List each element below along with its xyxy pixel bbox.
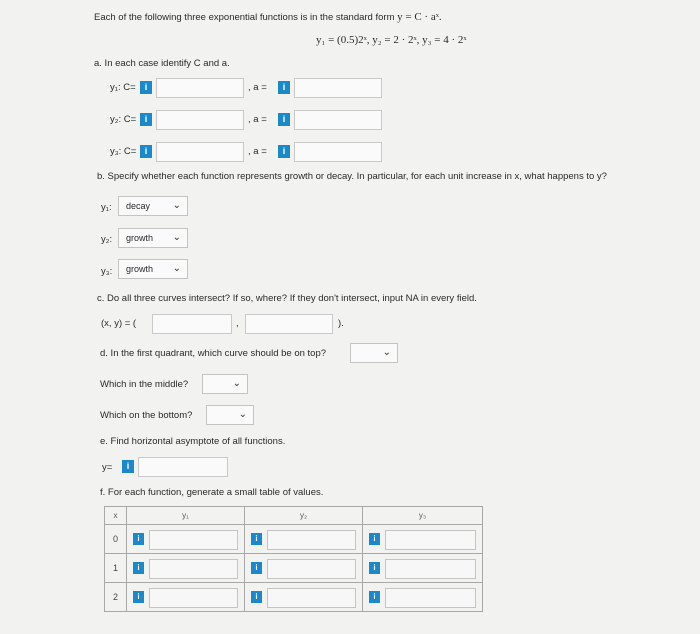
info-icon[interactable]: i (133, 533, 144, 545)
part-a-y2-label: y₂: C= (110, 114, 137, 125)
y3-c-input[interactable] (156, 142, 244, 162)
part-d-bottom-prompt: Which on the bottom? (100, 410, 193, 421)
y3-value-input[interactable] (385, 588, 476, 608)
info-icon[interactable]: i (278, 81, 290, 94)
y2-c-input[interactable] (156, 110, 244, 130)
y1-growth-decay-select[interactable] (118, 196, 188, 216)
bottom-curve-select[interactable] (206, 405, 254, 425)
intro-text: Each of the following three exponential functions is in the standard form y = C · aˣ. (94, 11, 442, 23)
part-b-prompt: b. Specify whether each function represents growth or decay. In particular, for each unit increase in x, what happens to y? (97, 171, 607, 182)
table-cell-y2 (245, 583, 363, 612)
table-header-y2: y₂ (245, 507, 363, 525)
table-x-value: 1 (105, 554, 127, 583)
info-icon[interactable]: i (251, 533, 262, 545)
table-x-value: 0 (105, 525, 127, 554)
y2-value-input[interactable] (267, 559, 356, 579)
values-table (104, 506, 483, 612)
table-row (105, 583, 483, 612)
info-icon[interactable]: i (278, 145, 290, 158)
table-cell-y2 (245, 525, 363, 554)
info-icon[interactable]: i (140, 81, 152, 94)
y1-value-input[interactable] (149, 559, 238, 579)
table-cell-y3 (363, 583, 483, 612)
part-a-y3-a-label: , a = (248, 146, 267, 157)
info-icon[interactable]: i (140, 145, 152, 158)
table-header-row (105, 507, 483, 525)
y1-a-input[interactable] (294, 78, 382, 98)
y2-value-input[interactable] (267, 530, 356, 550)
asymptote-label: y= (102, 462, 113, 473)
chevron-down-icon: ⌄ (238, 409, 247, 420)
info-icon[interactable]: i (251, 591, 262, 603)
info-icon[interactable]: i (369, 591, 380, 603)
y3-growth-decay-value: growth (126, 264, 154, 274)
chevron-down-icon: ⌄ (232, 378, 241, 389)
y2-a-input[interactable] (294, 110, 382, 130)
table-cell-y1 (127, 583, 245, 612)
standard-form: y = C · aˣ. (397, 11, 442, 23)
table-cell-y3 (363, 525, 483, 554)
y2-value-input[interactable] (267, 588, 356, 608)
middle-curve-select[interactable] (202, 374, 248, 394)
intersection-y-input[interactable] (245, 314, 333, 334)
part-a-y3-label: y₃: C= (110, 146, 137, 157)
part-a-prompt: a. In each case identify C and a. (94, 58, 230, 69)
info-icon[interactable]: i (122, 460, 134, 473)
table-x-value: 2 (105, 583, 127, 612)
y1-c-input[interactable] (156, 78, 244, 98)
table-header-x: x (105, 507, 127, 525)
table-header-y1: y₁ (127, 507, 245, 525)
y3-a-input[interactable] (294, 142, 382, 162)
info-icon[interactable]: i (278, 113, 290, 126)
part-d-middle-prompt: Which in the middle? (100, 379, 189, 390)
part-c-prompt: c. Do all three curves intersect? If so, where? If they don't intersect, input NA in every field. (97, 293, 477, 304)
info-icon[interactable]: i (140, 113, 152, 126)
functions-definition: y₁ = (0.5)2ˣ, y₂ = 2 · 2ˣ, y₃ = 4 · 2ˣ (316, 34, 467, 46)
info-icon[interactable]: i (133, 591, 144, 603)
part-e-prompt: e. Find horizontal asymptote of all functions. (100, 436, 286, 447)
part-b-y3-label: y₃: (101, 266, 113, 277)
y1-value-input[interactable] (149, 588, 238, 608)
y2-growth-decay-value: growth (126, 233, 154, 243)
y1-value-input[interactable] (149, 530, 238, 550)
info-icon[interactable]: i (369, 562, 380, 574)
info-icon[interactable]: i (251, 562, 262, 574)
table-header-y3: y₃ (363, 507, 483, 525)
table-row (105, 525, 483, 554)
asymptote-input[interactable] (138, 457, 228, 477)
part-a-y1-a-label: , a = (248, 82, 267, 93)
y1-growth-decay-value: decay (126, 201, 151, 211)
intersection-comma: , (236, 318, 239, 329)
chevron-down-icon: ⌄ (172, 263, 181, 274)
table-cell-y2 (245, 554, 363, 583)
table-cell-y1 (127, 554, 245, 583)
y3-value-input[interactable] (385, 530, 476, 550)
y3-value-input[interactable] (385, 559, 476, 579)
part-b-y2-label: y₂: (101, 234, 113, 245)
table-row (105, 554, 483, 583)
y3-growth-decay-select[interactable] (118, 259, 188, 279)
intersection-point-label: (x, y) = ( (101, 318, 137, 329)
part-a-y1-label: y₁: C= (110, 82, 136, 93)
chevron-down-icon: ⌄ (172, 200, 181, 211)
part-a-y2-a-label: , a = (248, 114, 267, 125)
info-icon[interactable]: i (133, 562, 144, 574)
top-curve-select[interactable] (350, 343, 398, 363)
part-f-prompt: f. For each function, generate a small table of values. (100, 487, 324, 498)
info-icon[interactable]: i (369, 533, 380, 545)
table-cell-y3 (363, 554, 483, 583)
chevron-down-icon: ⌄ (382, 347, 391, 358)
table-cell-y1 (127, 525, 245, 554)
part-b-y1-label: y₁: (101, 202, 112, 213)
part-d-top-prompt: d. In the first quadrant, which curve should be on top? (100, 348, 327, 359)
chevron-down-icon: ⌄ (172, 232, 181, 243)
y2-growth-decay-select[interactable] (118, 228, 188, 248)
intersection-close: ). (338, 318, 344, 329)
intersection-x-input[interactable] (152, 314, 232, 334)
